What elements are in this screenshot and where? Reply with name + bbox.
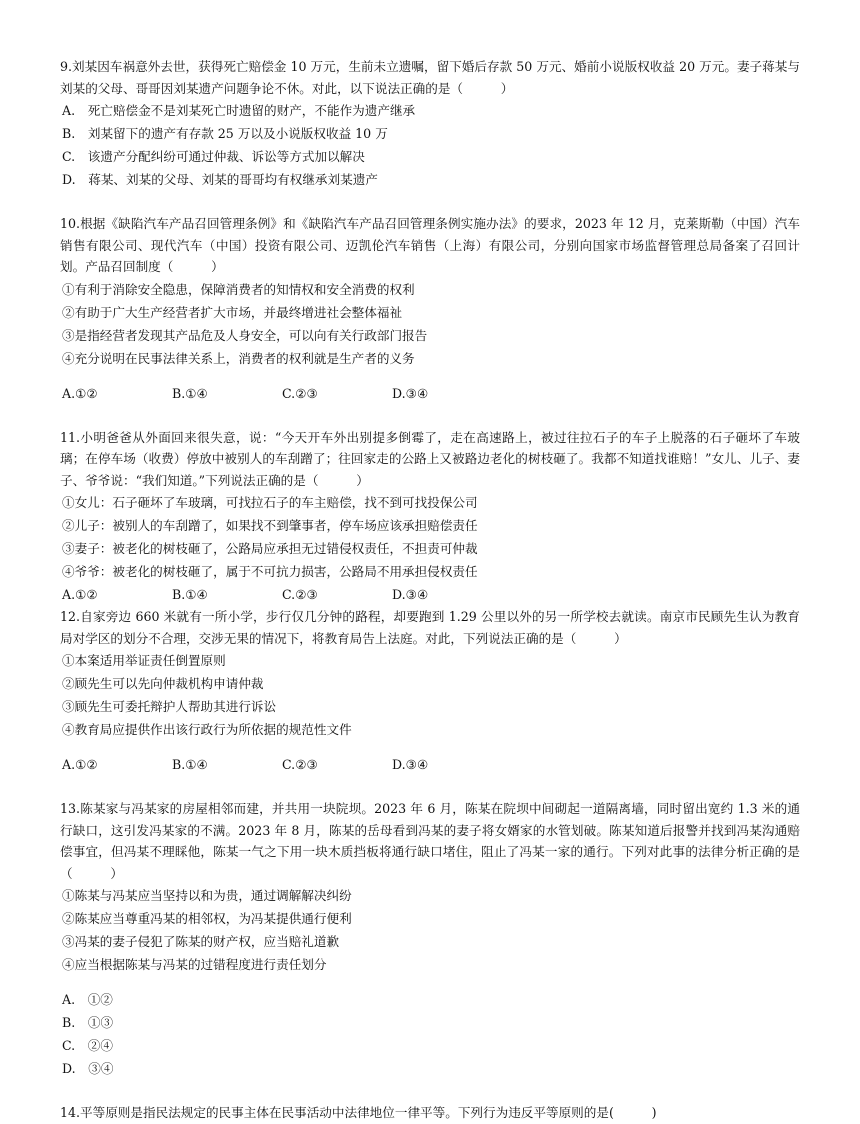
statement-1: ①女儿：石子砸坏了车玻璃，可找拉石子的车主赔偿，找不到可找投保公司 xyxy=(62,495,478,510)
option-c: C. 该遗产分配纠纷可通过仲裁、诉讼等方式加以解决 xyxy=(62,149,365,164)
option-b: B. ①③ xyxy=(62,1015,114,1030)
question-stem: 9.刘某因车祸意外去世，获得死亡赔偿金 10 万元，生前未立遗嘱，留下婚后存款 50 万元、婚前小说版权收益 20 万元。妻子蒋某与刘某的父母、哥哥因刘某遗产问题争论不休。对此，以下说法正确的是（ ） xyxy=(60,59,800,96)
option-a: A. ①② xyxy=(62,992,113,1007)
statement-4: ④教育局应提供作出该行政行为所依据的规范性文件 xyxy=(62,722,352,737)
statement-2: ②儿子：被别人的车刮蹭了，如果找不到肇事者，停车场应该承担赔偿责任 xyxy=(62,518,478,533)
choice-d: D.③④ xyxy=(392,757,429,772)
statement-3: ③是指经营者发现其产品危及人身安全，可以向有关行政部门报告 xyxy=(62,327,428,343)
question-stem: 11.小明爸爸从外面回来很失意，说：“今天开车外出别提多倒霉了，走在高速路上，被过往拉石子的车子上脱落的石子砸坏了车玻璃；在停车场（收费）停放中被别人的车刮蹭了；往回家走的公路上又被路边老化的树枝砸了。我都不知道找谁赔！”女儿、儿子、妻子、爷爷说：“我们知道。”下列说法正确的是（ ） xyxy=(60,429,800,488)
option-d: D. 蒋某、刘某的父母、刘某的哥哥均有权继承刘某遗产 xyxy=(62,172,378,187)
statement-4: ④爷爷：被老化的树枝砸了，属于不可抗力损害，公路局不用承担侵权责任 xyxy=(62,564,478,579)
answer-choices xyxy=(60,753,800,776)
question-stem: 13.陈某家与冯某家的房屋相邻而建，并共用一块院坝。2023 年 6 月，陈某在院坝中间砌起一道隔离墙，同时留出宽约 1.3 米的通行缺口，这引发冯某家的不满。2023 年 8 月，陈某的岳母看到冯某的妻子将女婿家的水管划破。陈某知道后报警并找到冯某沟通赔偿事宜，但冯某不理睬他，陈某一气之下用一块木质挡板将通行缺口堵住，阻止了冯某一家的通行。下列对此事的法律分析正确的是（ ） xyxy=(60,801,800,881)
statement-2: ②有助于广大生产经营者扩大市场，并最终增进社会整体福祉 xyxy=(62,304,403,320)
choice-a: A.①② xyxy=(62,385,98,401)
statement-3: ③妻子：被老化的树枝砸了，公路局应承担无过错侵权责任，不担责可仲裁 xyxy=(62,541,478,556)
choice-c: C.②③ xyxy=(282,587,318,602)
choice-c: C.②③ xyxy=(282,385,318,401)
choice-d: D.③④ xyxy=(392,385,429,401)
statement-4: ④充分说明在民事法律关系上，消费者的权利就是生产者的义务 xyxy=(62,350,415,366)
question-stem: 10.根据《缺陷汽车产品召回管理条例》和《缺陷汽车产品召回管理条例实施办法》的要求，2023 年 12 月，克莱斯勒（中国）汽车销售有限公司、现代汽车（中国）投资有限公司、迈凯伦汽车销售（上海）有限公司，分别向国家市场监督管理总局备案了召回计划。产品召回制度（ ） xyxy=(60,216,800,274)
choice-a: A.①② xyxy=(62,587,98,602)
statement-1: ①陈某与冯某应当坚持以和为贵，通过调解解决纠纷 xyxy=(62,888,352,903)
question-9 xyxy=(60,56,800,191)
choice-d: D.③④ xyxy=(392,587,429,602)
question-10 xyxy=(60,213,800,405)
option-a: A. 死亡赔偿金不是刘某死亡时遗留的财产，不能作为遗产继承 xyxy=(62,103,416,118)
choice-b: B.①④ xyxy=(172,385,208,401)
statement-2: ②顾先生可以先向仲裁机构申请仲裁 xyxy=(62,676,264,691)
question-stem: 14.平等原则是指民法规定的民事主体在民事活动中法律地位一律平等。下列行为违反平等原则的是( ) xyxy=(60,1105,657,1120)
choice-c: C.②③ xyxy=(282,757,318,772)
question-13 xyxy=(60,798,800,1080)
choice-b: B.①④ xyxy=(172,757,208,772)
statement-3: ③顾先生可委托辩护人帮助其进行诉讼 xyxy=(62,699,277,714)
choice-a: A.①② xyxy=(62,757,98,772)
question-12 xyxy=(60,606,800,776)
statement-2: ②陈某应当尊重冯某的相邻权，为冯某提供通行便利 xyxy=(62,911,352,926)
answer-choices xyxy=(60,382,800,405)
option-b: B. 刘某留下的遗产有存款 25 万以及小说版权收益 10 万 xyxy=(62,126,388,141)
question-stem: 12.自家旁边 660 米就有一所小学，步行仅几分钟的路程，却要跑到 1.29 公里以外的另一所学校去就读。南京市民顾先生认为教育局对学区的划分不合理，交涉无果的情况下，将教育局告上法庭。对此，下列说法正确的是（ ） xyxy=(60,609,800,646)
statement-3: ③冯某的妻子侵犯了陈某的财产权，应当赔礼道歉 xyxy=(62,934,340,949)
option-c: C. ②④ xyxy=(62,1038,113,1053)
option-d: D. ③④ xyxy=(62,1061,114,1076)
question-11 xyxy=(60,427,800,607)
statement-4: ④应当根据陈某与冯某的过错程度进行责任划分 xyxy=(62,957,327,972)
statement-1: ①本案适用举证责任倒置原则 xyxy=(62,653,226,668)
statement-1: ①有利于消除安全隐患，保障消费者的知情权和安全消费的权利 xyxy=(62,281,415,297)
answer-choices xyxy=(60,583,800,606)
choice-b: B.①④ xyxy=(172,587,208,602)
